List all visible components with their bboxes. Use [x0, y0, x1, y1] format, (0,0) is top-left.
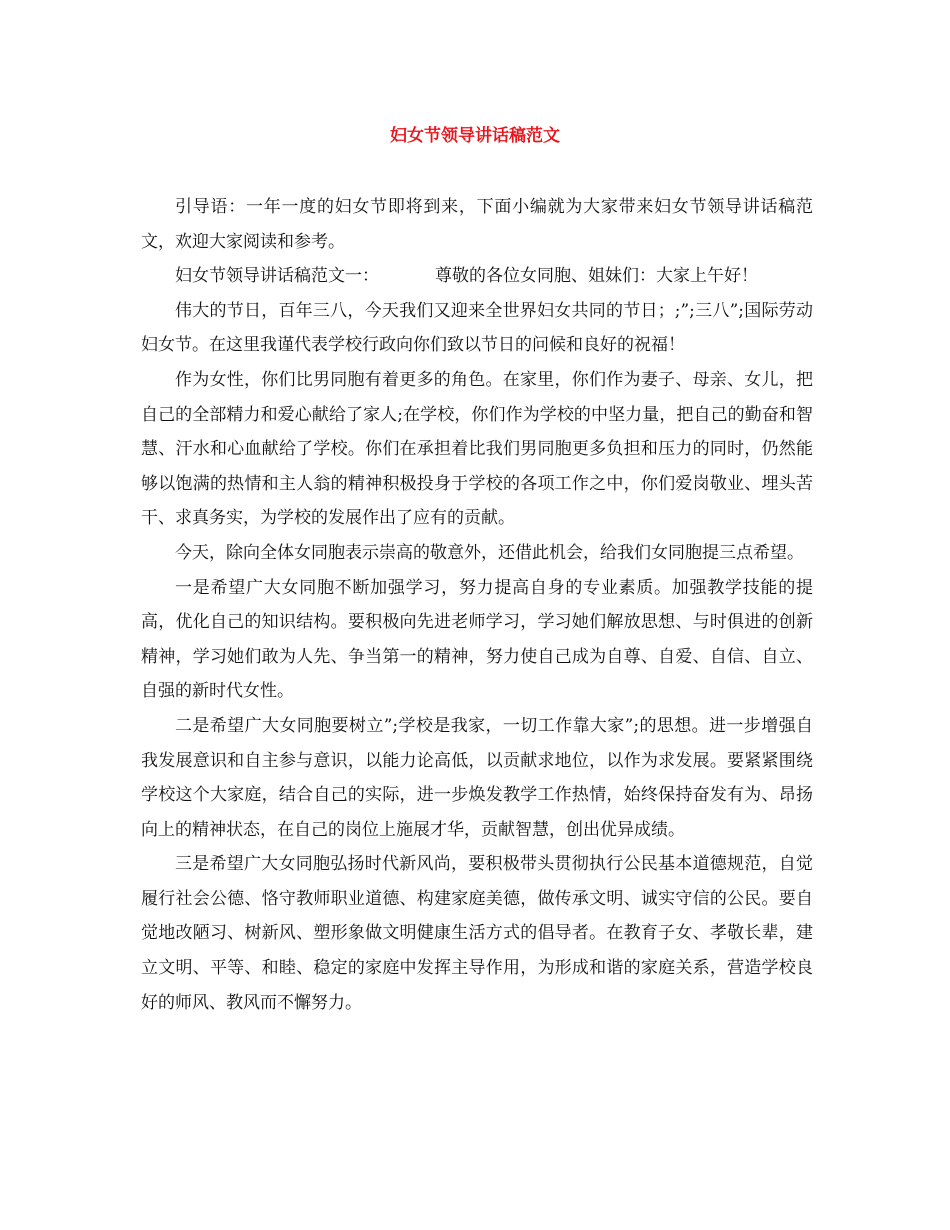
body-paragraph: 作为女性，你们比男同胞有着更多的角色。在家里，你们作为妻子、母亲、女儿，把自己的全部精力和爱心献给了家人;在学校，你们作为学校的中坚力量，把自己的勤奋和智慧、汗水和心血献给了学校。你们在承担着比我们男同胞更多负担和压力的同时，仍然能够以饱满的热情和主人翁的精神积极投身于学校的各项工作之中，你们爱岗敬业、埋头苦干、求真务实，为学校的发展作出了应有的贡献。: [141, 369, 813, 529]
body-paragraph: 一是希望广大女同胞不断加强学习，努力提高自身的专业素质。加强教学技能的提高，优化自己的知识结构。要积极向先进老师学习，学习她们解放思想、与时俱进的创新精神，学习她们敢为人先、争当第一的精神，努力使自己成为自尊、自爱、自信、自立、自强的新时代女性。: [141, 577, 813, 702]
body-paragraph: 三是希望广大女同胞弘扬时代新风尚，要积极带头贯彻执行公民基本道德规范，自觉履行社会公德、恪守教师职业道德、构建家庭美德，做传承文明、诚实守信的公民。要自觉地改陋习、树新风、塑形象做文明健康生活方式的倡导者。在教育子女、孝敬长辈，建立文明、平等、和睦、稳定的家庭中发挥主导作用，为形成和谐的家庭关系，营造学校良好的师风、教风而不懈努力。: [141, 854, 813, 1013]
body-paragraph: 伟大的节日，百年三八，今天我们又迎来全世界妇女共同的节日；;”;三八”;国际劳动妇女节。在这里我谨代表学校行政向你们致以节日的问候和良好的祝福！: [141, 300, 813, 356]
document-body: [141, 190, 813, 1020]
intro-paragraph: 引导语：一年一度的妇女节即将到来，下面小编就为大家带来妇女节领导讲话稿范文，欢迎大家阅读和参考。: [141, 197, 813, 252]
greeting: 尊敬的各位女同胞、姐妹们：大家上午好！: [435, 266, 758, 287]
section-label: 妇女节领导讲话稿范文一：: [175, 266, 379, 287]
document-title: 妇女节领导讲话稿范文: [390, 126, 560, 146]
body-paragraph: 二是希望广大女同胞要树立”;学校是我家，一切工作靠大家”;的思想。进一步增强自我发展意识和自主参与意识，以能力论高低，以贡献求地位，以作为求发展。要紧紧围绕学校这个大家庭，结合自己的实际，进一步焕发教学工作热情，始终保持奋发有为、昂扬向上的精神状态，在自己的岗位上施展才华，贡献智慧，创出优异成绩。: [141, 715, 813, 840]
body-paragraph: 今天，除向全体女同胞表示崇高的敬意外，还借此机会，给我们女同胞提三点希望。: [175, 542, 804, 563]
section-heading-line: [141, 259, 813, 294]
